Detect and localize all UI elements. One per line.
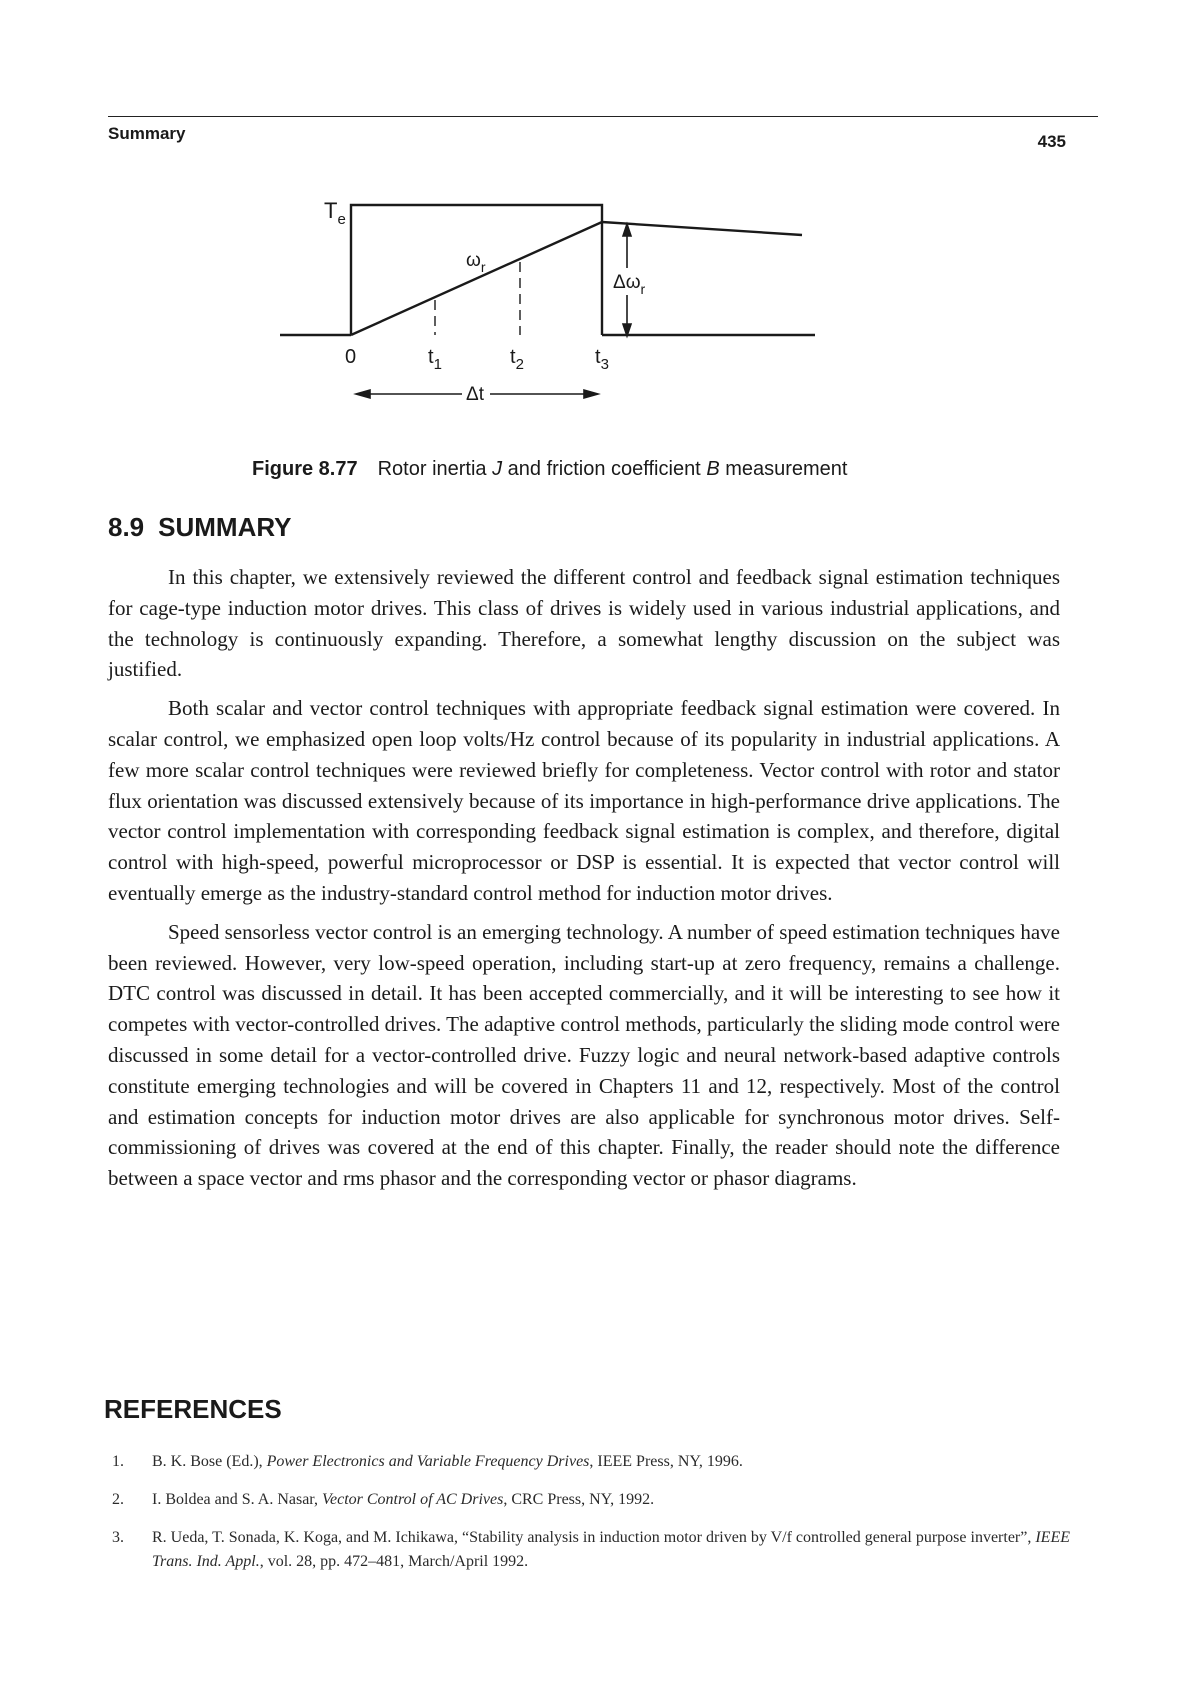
reference-item: 2. I. Boldea and S. A. Nasar, Vector Control of AC Drives, CRC Press, NY, 1992. — [112, 1491, 655, 1508]
running-head: Summary — [108, 124, 186, 143]
header-rule — [108, 116, 1098, 117]
reference-item: 3. R. Ueda, T. Sonada, K. Koga, and M. Ichikawa, “Stability analysis in induction motor driven by V/f controlled general purpose inverter”, IEEE Trans. Ind. Appl., vol. 28, pp. 472–481, March/April 1992. — [112, 1529, 1070, 1570]
delta-speed-label: $\Delta\omega_r$ — [613, 272, 646, 297]
time-label-t2: $t_2$ — [510, 346, 524, 373]
torque-label: $T_e$ — [324, 200, 346, 228]
delta-t-label: Δt — [466, 384, 484, 405]
figure-caption-label: Figure 8.77 — [252, 458, 358, 480]
delta-t-arrowhead-right — [584, 390, 598, 398]
time-label-t3: $t_3$ — [595, 346, 609, 373]
references-heading: REFERENCES — [104, 1394, 282, 1424]
summary-body — [108, 562, 1060, 1202]
page-number: 435 — [1037, 132, 1066, 151]
paragraph: Both scalar and vector control techniques with appropriate feedback signal estimation were covered. In scalar control, we emphasized open loop volts/Hz control because of its popularity in industrial applications. A few more scalar control techniques were reviewed briefly for completeness. Vector control with rotor and stator flux orientation was discussed extensively because of its importance in high-performance drive applications. The vector control implementation with corresponding feedback signal estimation is complex, and therefore, digital control with high-speed, powerful microprocessor or DSP is essential. It is expected that vector control will eventually emerge as the industry-standard control method for induction motor drives. — [108, 696, 1060, 905]
reference-item: 1. B. K. Bose (Ed.), Power Electronics and Variable Frequency Drives, IEEE Press, NY, 1996. — [112, 1453, 743, 1470]
delta-speed-arrowhead-up — [623, 224, 631, 236]
section-number: 8.9 — [108, 512, 145, 542]
figure-caption-text: Rotor inertia J and friction coefficient B measurement — [377, 458, 848, 480]
time-label-t1: $t_1$ — [428, 346, 442, 373]
paragraph: Speed sensorless vector control is an emerging technology. A number of speed estimation techniques have been reviewed. However, very low-speed operation, including start-up at zero frequency, remains a challenge. DTC control was discussed in detail. It has been accepted commercially, and it will be interesting to see how it competes with vector-controlled drives. The adaptive control methods, particularly the sliding mode control were discussed in some detail for a vector-controlled drive. Fuzzy logic and neural network-based adaptive controls constitute emerging technologies and will be covered in Chapters 11 and 12, respectively. Most of the control and estimation concepts for induction motor drives are also applicable for synchronous motor drives. Self-commissioning of drives was covered at the end of this chapter. Finally, the reader should note the difference between a space vector and rms phasor and the corresponding vector or phasor diagrams. — [108, 919, 1060, 1191]
section-title: SUMMARY — [158, 512, 292, 542]
figure-caption — [252, 458, 848, 481]
delta-t-arrowhead-left — [356, 390, 370, 398]
section-heading — [108, 512, 292, 543]
reference-list — [112, 1450, 1072, 1588]
speed-decay — [602, 222, 802, 235]
paragraph: In this chapter, we extensively reviewed the different control and feedback signal estimation techniques for cage-type induction motor drives. This class of drives is widely used in various industrial applications, and the technology is continuously expanding. Therefore, a somewhat lengthy discussion on the subject was justified. — [108, 565, 1060, 682]
time-label-0: 0 — [345, 346, 357, 368]
speed-label: $\omega_r$ — [466, 250, 486, 275]
measurement-diagram — [280, 200, 900, 445]
figure-8-77 — [280, 200, 900, 445]
speed-ramp — [351, 222, 602, 335]
